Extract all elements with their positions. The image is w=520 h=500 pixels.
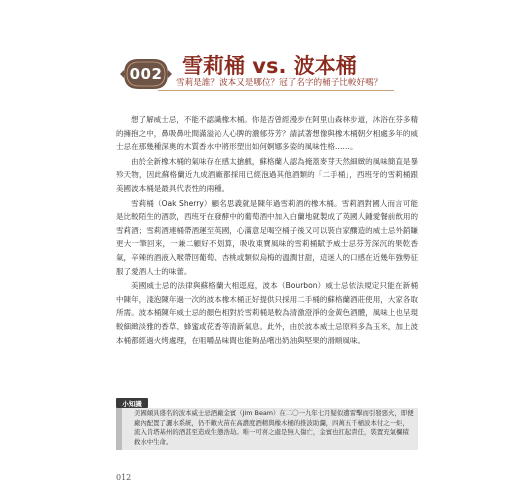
title-divider: [158, 90, 394, 91]
body-text: [116, 113, 418, 348]
page-number: 012: [116, 473, 132, 482]
chapter-subtitle: 雪莉是誰？波本又是哪位？冠了名字的桶子比較好嗎？: [176, 78, 383, 88]
chapter-number: 002: [129, 65, 163, 83]
paragraph: 雪莉桶（Oak Sherry）顧名思義就是陳年過雪莉酒的橡木桶。雪莉酒對國人而言可能是比較陌生的酒款，西班牙在發酵中的葡萄酒中加入白蘭地就製成了英國人鍾愛餐前飲用的雪莉酒；雪莉酒連桶帶酒運至英國，心滿意足喝空桶子後又可以裝自家釀造的威士忌外銷賺更大一筆回來，一兼二顧好不划算，吸收東寶風味的雪莉桶賦予威士忌芬芳深沉的果乾香氣，辛辣的酒液入喉帶回葡萄、杏桃或類似烏梅的溫潤甘甜，這迷人的口感在近幾年強勢征服了愛酒人士的味蕾。: [116, 198, 418, 276]
paragraph: 由於全新橡木桶的氣味存在感太搶戲，蘇格蘭人認為掩蓋麥芽天然細緻的風味簡直是暴殄天物，因此蘇格蘭近九成酒廠都採用已經泡過其他酒類的「二手桶」，西班牙的雪莉桶跟美國波本桶是最具代表性的兩種。: [116, 156, 418, 193]
chapter-title: 雪莉桶 vs. 波本桶: [182, 54, 357, 78]
paragraph: 美國威士忌的法律與蘇格蘭大相逕庭，波本（Bourbon）威士忌依法規定只能在新桶中陳年，淺泡陳年過一次的波本橡木桶正好提供只採用二手桶的蘇格蘭酒莊使用，大家各取所需。波本桶陳年威士忌的顏色相對於雪莉桶是較為清激澄淨的金黃色酒體，風味上也呈現較細緻淡雅的香草、蜂蜜或花香等清新氣息。此外，由於波本威士忌原料多為玉米，加上波本桶都經過火烤處理，在咀嚼品味間也能夠品嚐出奶油與堅果的滑順風味。: [116, 281, 418, 345]
paragraph: 想了解威士忌，不能不認識橡木桶。你是否曾經漫步在阿里山森林步道，沐浴在芬多精的擁抱之中，鼻吸鼻吐間滿溢沁人心脾的濃郁芬芳？請試著想像與橡木桶朝夕相處多年的威士忌在那幾種深奧的木質香水中將形塑出如何婀娜多姿的風味性格……。: [116, 115, 418, 152]
tip-label: 小知識: [116, 398, 148, 408]
chapter-badge: [118, 55, 174, 93]
tip-text: 美國頗具盛名的波本威士忌酒廠金賓（Jim Beam）在二〇一九年七月疑似遭雷擊而引發惡火，即便廠內配置了灑水系統，仍不敵火苗在高濃度酒精與橡木桶的推波助瀾，四萬五千桶波本付之一炬，流入肯塔基州的酒甚至造成生態浩劫。唯一可喜之處是無人傷亡，金賓也扛起責任，裝置充氣欄積救水中生命。: [134, 409, 414, 446]
